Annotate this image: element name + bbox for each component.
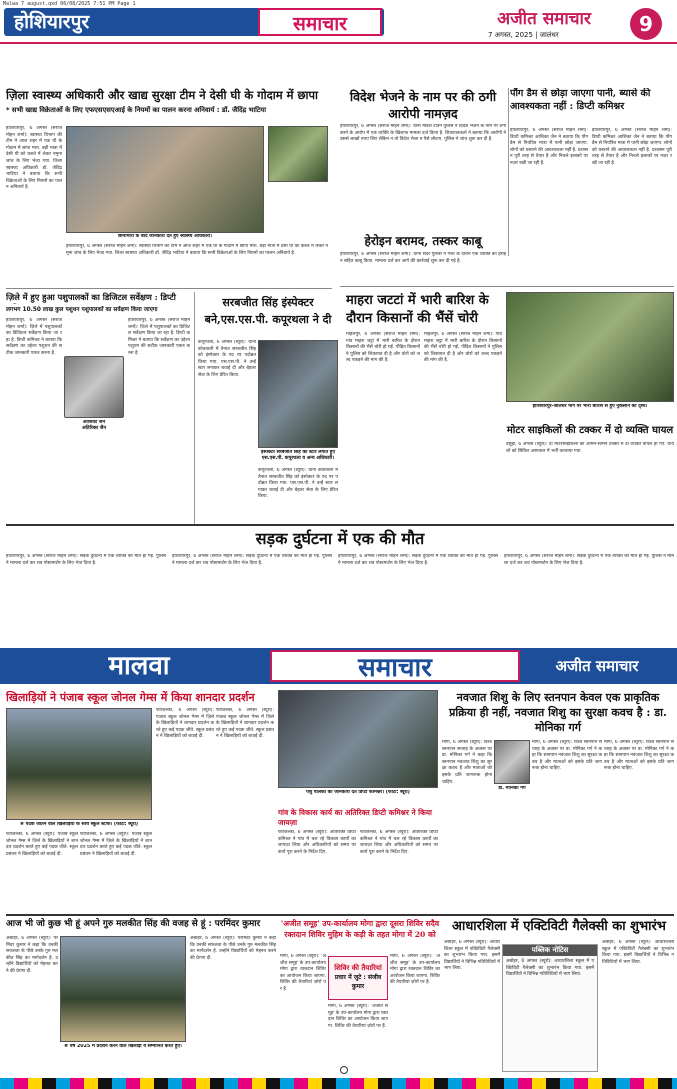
b5-body-col2: मोगा, 6 अगस्त (ब्यूरो): 'अजीत समूह' के उप-कार्यालय मोगा द्वारा रक्तदान शिविर का आयोजन किया जाएगा. शिविर की तैयारियां ज़ोरों पर हैं.: [390, 954, 440, 986]
page-number-badge: 9: [630, 8, 662, 40]
b4-body-col1: अबोहर, 6 अगस्त (ब्यूरो): परमिंदर कुमार ने कहा कि उनकी सफलता के पीछे उनके गुरु मलकीत सिंह का मार्गदर्शन है. उन्होंने विद्यार्थियों को मेहनत करने की प्रेरणा दी.: [6, 936, 58, 974]
a1-body: होशियारपुर, 6 अगस्त (सरोज मोहन शर्मा): स्वास्थ्य विभाग की टीम ने आज शहर में एक घी के गोदाम में छापा मारा. बड़ी मात्रा में देसी घी को कब्जे में लेकर नमूना जांच के लिए भेजा गया. जिला स्वास्थ्य अधिकारी डॉ. जैदिंद्र भाटिया ने बताया कि सभी विक्रेताओं के लिए नियमों का पालन अनिवार्य है.: [6, 126, 62, 191]
malwa-banner: [0, 648, 677, 684]
b1-headline: खिलाड़ियों ने पंजाब स्कूल जोनल गेम्स में किया शानदार प्रदर्शन: [6, 691, 255, 704]
b6-headline: आधारशिला में एक्टिविटी गैलेक्सी का शुभारंभ: [452, 919, 666, 934]
b1-photo: [6, 708, 152, 820]
a5-subhead: लगभग 10.50 लाख कुल पशुधन पशुपालकों का सर्वेक्षण किया जाएगा: [6, 307, 158, 313]
malwa-paper: अजीत समाचार: [555, 657, 639, 675]
a9-headline: सड़क दुर्घटना में एक की मौत: [255, 529, 425, 548]
a4-headline-block: [340, 234, 506, 250]
a6-caption: इंस्पेक्टर सरबजीत सिंह को स्टार लगाते हुए एस.एस.पी. कपूरथला व अन्य अधिकारी।: [260, 450, 336, 461]
b3-headline: नवजात शिशु के लिए स्तनपान केवल एक प्राकृतिक प्रक्रिया ही नहीं, नवजात शिशु का सुरक्षा कवच है : डा. मोनिका गर्ग: [449, 691, 667, 734]
b1-body-col3: फाजिल्का, 6 अगस्त (ब्यूरो): पंजाब स्कूल जोनल गेम्स में ज़िले के खिलाड़ियों ने शानदार प्रदर्शन करते हुए कई पदक जीते. स्कूल प्रबंधन ने खिलाड़ियों को बधाई दी.: [156, 708, 214, 740]
a3-headline-block: [510, 88, 672, 126]
b2-photo: [278, 690, 438, 788]
b3-body-col3: मोगा, 6 अगस्त (ब्यूरो): विश्व स्तनपान सप्ताह के अवसर पर डा. मोनिका गर्ग ने कहा कि स्तनपान नवजात शिशु का सुरक्षा कवच है और माताओं को इसके प्रति जागरूक होना चाहिए.: [604, 740, 674, 772]
b1-body-col4: फाजिल्का, 6 अगस्त (ब्यूरो): पंजाब स्कूल जोनल गेम्स में ज़िले के खिलाड़ियों ने शानदार प्रदर्शन करते हुए कई पदक जीते. स्कूल प्रबंधन ने खिलाड़ियों को बधाई दी.: [216, 708, 274, 740]
a7-body-col1: माहलपुर, 6 अगस्त (सरोज मोहन शर्मा): गांव माहरा जट्टां में भारी बारिश के दौरान किसानों की भैंसें चोरी हो गईं. पीड़ित किसानों ने पुलिस को शिकायत दी है और चोरों को जल्द पकड़ने की मांग की है.: [346, 332, 420, 364]
malwa-section: समाचार: [270, 650, 520, 682]
a8-headline-block: [506, 424, 674, 440]
b4-body-col2: अबोहर, 6 अगस्त (ब्यूरो): परमिंदर कुमार ने कहा कि उनकी सफलता के पीछे उनके गुरु मलकीत सिंह का मार्गदर्शन है. उन्होंने विद्यार्थियों को मेहनत करने की प्रेरणा दी.: [190, 936, 276, 961]
b5-box: [328, 956, 388, 1000]
masthead-place: जालंधर: [539, 31, 559, 39]
registration-mark-icon: [340, 1066, 348, 1074]
a5-headline: ज़िले में हुए हुआ पशुपालकों का डिजिटल सर्वेक्षण : डिप्टी: [6, 292, 176, 302]
masthead-rule: [0, 42, 677, 44]
b4-headline-block: [6, 918, 276, 934]
a1-subhead-block: [6, 106, 332, 124]
b6-public-notice-ad: [502, 944, 598, 1072]
b5-box-title: शिविर की तैयारियां: [334, 964, 382, 972]
a5-body-col1: होशियारपुर, 6 अगस्त (सरोज मोहन शर्मा): ज़िले में पशुपालकों का डिजिटल सर्वेक्षण किया जा रहा है. डिप्टी कमिश्नर ने बताया कि सर्वेक्षण का उद्देश्य पशुधन की सटीक जानकारी एकत्र करना है.: [6, 318, 62, 356]
a1-rule: [6, 288, 332, 289]
b5-body-col3: मोगा, 6 अगस्त (ब्यूरो): 'अजीत समूह' के उप-कार्यालय मोगा द्वारा रक्तदान शिविर का आयोजन किया जाएगा. शिविर की तैयारियां ज़ोरों पर हैं.: [328, 1004, 388, 1029]
print-color-strip: [0, 1078, 677, 1089]
a9-top-rule: [6, 524, 674, 526]
b6-ad-body: अबोहर, 6 अगस्त (ब्यूरो): आधारशिला स्कूल में एक्टिविटी गैलेक्सी का शुभारंभ किया गया. इसमें विद्यार्थियों ने विभिन्न गतिविधियों में भाग लिया.: [506, 959, 594, 978]
a7-body-col2: माहलपुर, 6 अगस्त (सरोज मोहन शर्मा): गांव माहरा जट्टां में भारी बारिश के दौरान किसानों की भैंसें चोरी हो गईं. पीड़ित किसानों ने पुलिस को शिकायत दी है और चोरों को जल्द पकड़ने की मांग की है.: [424, 332, 502, 364]
a9-body-col4: होशियारपुर, 6 अगस्त (सरोज मोहन शर्मा): सड़क दुर्घटना में एक व्यक्ति की मौत हो गई. पुलिस ने मामला दर्ज कर शव पोस्टमार्टम के लिए भेज दिया है.: [504, 554, 674, 566]
a8-headline: मोटर साइकिलों की टक्कर में दो व्यक्ति घायल: [506, 425, 674, 436]
a9-body-col1: होशियारपुर, 6 अगस्त (सरोज मोहन शर्मा): सड़क दुर्घटना में एक व्यक्ति की मौत हो गई. पुलिस ने मामला दर्ज कर शव पोस्टमार्टम के लिए भेज दिया है.: [6, 554, 166, 566]
b4-caption: # वर्ष 2025 में प्रदर्शन करने वाले खिलाड़ी व सम्मानित करते हुए।: [64, 1044, 182, 1049]
b3-body-col2: मोगा, 6 अगस्त (ब्यूरो): विश्व स्तनपान सप्ताह के अवसर पर डा. मोनिका गर्ग ने कहा कि स्तनपान नवजात शिशु का सुरक्षा कवच है और माताओं को इसके प्रति जागरूक होना चाहिए.: [532, 740, 602, 772]
a5-subhead-block: [6, 306, 192, 316]
b2-headline: गांव के विकास कार्य का अतिरिक्त डिप्टी कमिश्नर ने किया जायज़ा: [278, 808, 432, 827]
file-info-bar: Malwa 7 august.qxd 06/08/2025 7:51 PM Page 1: [0, 0, 677, 8]
a6-headline: सरबजीत सिंह इंस्पेक्टर बने,एस.एस.पी. कपूरथला ने दी: [204, 296, 332, 326]
b3-portrait: [494, 740, 530, 784]
b5-box-sub: प्रचार में जुटे : संजीव कुमार: [334, 974, 382, 990]
a6-headline-block: [198, 294, 338, 336]
a6-body-col1: कपूरथला, 6 अगस्त (ब्यूरो): थाना कोतवाली में तैनात सरबजीत सिंह को इंस्पेक्टर के पद पर पदोन्नत किया गया. एस.एस.पी. ने उन्हें स्टार लगाकर बधाई दी और बेहतर सेवा के लिए प्रेरित किया.: [198, 340, 256, 378]
a2-headline-block: [340, 88, 506, 122]
a5-portrait-caption: [62, 420, 126, 436]
b6-body-col2: अबोहर, 6 अगस्त (ब्यूरो): आधारशिला स्कूल में एक्टिविटी गैलेक्सी का शुभारंभ किया गया. इसमें विद्यार्थियों ने विभिन्न गतिविधियों में भाग लिया.: [602, 940, 674, 965]
a5-portrait: [64, 356, 124, 418]
a4-body: होशियारपुर, 6 अगस्त (सरोज मोहन शर्मा): थाना सदर पुलिस ने गश्त के दौरान एक व्यक्ति को हेरोइन सहित काबू किया. मामला दर्ज कर आगे की कार्रवाई शुरू कर दी गई है.: [340, 252, 506, 264]
b6-headline-block: [444, 918, 674, 938]
b2-body-col2: फाजिल्का, 6 अगस्त (ब्यूरो): अतिरिक्त डिप्टी कमिश्नर ने गांव में चल रहे विकास कार्यों का जायज़ा लिया और अधिकारियों को समय पर कार्य पूरा करने के निर्देश दिए.: [360, 830, 438, 855]
a1-headline: ज़िला स्वास्थ्य अधिकारी और खाद्य सुरक्षा टीम ने देसी घी के गोदाम में छापा: [6, 88, 319, 102]
col-rule-right: [508, 88, 509, 256]
b3-body-col1: मोगा, 6 अगस्त (ब्यूरो): विश्व स्तनपान सप्ताह के अवसर पर डा. मोनिका गर्ग ने कहा कि स्तनपान नवजात शिशु का सुरक्षा कवच है और माताओं को इसके प्रति जागरूक होना चाहिए.: [442, 740, 492, 785]
b6-body-col1: अबोहर, 6 अगस्त (ब्यूरो): आधारशिला स्कूल में एक्टिविटी गैलेक्सी का शुभारंभ किया गया. इसमें विद्यार्थियों ने विभिन्न गतिविधियों में भाग लिया.: [444, 940, 500, 972]
a4-rule: [340, 286, 674, 287]
masthead-city: होशियारपुर: [14, 11, 90, 33]
a5-portrait-title: अतिरिक्त जैन: [81, 426, 107, 431]
b2-body-col1: फाजिल्का, 6 अगस्त (ब्यूरो): अतिरिक्त डिप्टी कमिश्नर ने गांव में चल रहे विकास कार्यों का जायज़ा लिया और अधिकारियों को समय पर कार्य पूरा करने के निर्देश दिए.: [278, 830, 356, 855]
masthead-date: 7 अगस्त, 2025: [488, 31, 533, 39]
b5-headline: 'अजीत समूह' उप-कार्यालय मोगा द्वारा दूसरा शिविर सदैव रक्तदान शिविर मुहिम के कड़ी के तहत मोगा में 20 को: [280, 919, 440, 939]
a1-photo-small: [268, 126, 328, 182]
b3-portrait-caption: डा. मोनिका गर्ग: [498, 786, 526, 791]
a2-headline: विदेश भेजने के नाम पर की ठगी आरोपी नामज़द: [349, 89, 497, 121]
b2-headline-block: [278, 808, 438, 828]
b5-body-col1: मोगा, 6 अगस्त (ब्यूरो): 'अजीत समूह' के उप-कार्यालय मोगा द्वारा रक्तदान शिविर का आयोजन किया जाएगा. शिविर की तैयारियां ज़ोरों पर हैं.: [280, 954, 326, 992]
a9-body-col2: होशियारपुर, 6 अगस्त (सरोज मोहन शर्मा): सड़क दुर्घटना में एक व्यक्ति की मौत हो गई. पुलिस ने मामला दर्ज कर शव पोस्टमार्टम के लिए भेज दिया है.: [172, 554, 332, 566]
a6-body-col2: कपूरथला, 6 अगस्त (ब्यूरो): थाना कोतवाली में तैनात सरबजीत सिंह को इंस्पेक्टर के पद पर पदोन्नत किया गया. एस.एस.पी. ने उन्हें स्टार लगाकर बधाई दी और बेहतर सेवा के लिए प्रेरित किया.: [258, 468, 338, 500]
masthead-section: समाचार: [258, 8, 382, 36]
b2-photo-caption: पशु पालकों को जानकारी देते डिप्टी कमिश्नर। (फोटो: ब्यूरो): [306, 790, 410, 795]
a4-headline: हेरोइन बरामद, तस्कर काबू: [364, 234, 482, 248]
a7-caption: होशियारपुर-जालंधर मार्ग पर भारी बारिश से हुए नुकसान का दृश्य।: [532, 404, 648, 409]
a1-caption: छापामारी के बाद जानकारी देते हुए स्वास्थ्य अधिकारी।: [118, 234, 212, 239]
a1-photo: [66, 126, 264, 233]
b3-headline-block: [442, 690, 674, 736]
malwa-title: मालवा: [14, 650, 264, 682]
a8-body: दसूहा, 6 अगस्त (ब्यूरो): दो मोटरसाइकिलों की आमने-सामने टक्कर में दो व्यक्ति घायल हो गए. घायलों को सिविल अस्पताल में भर्ती करवाया गया.: [506, 442, 674, 454]
b4-photo: [60, 936, 186, 1042]
a9-body-col3: होशियारपुर, 6 अगस्त (सरोज मोहन शर्मा): सड़क दुर्घटना में एक व्यक्ति की मौत हो गई. पुलिस ने मामला दर्ज कर शव पोस्टमार्टम के लिए भेज दिया है.: [338, 554, 498, 566]
a5-portrait-name: आशिका जैन: [82, 420, 106, 425]
a3-body-col1: होशियारपुर, 6 अगस्त (सरोज मोहन शर्मा): डिप्टी कमिश्नर आशिका जैन ने बताया कि पौंग डैम से नियंत्रित मात्रा में पानी छोड़ा जाएगा. लोगों को घबराने की आवश्यकता नहीं है. प्रशासन पूरी तरह से तैयार है और निचले इलाकों पर नज़र रखी जा रही है.: [510, 128, 588, 166]
a9-headline-block: [150, 528, 530, 550]
date-separator: |: [535, 31, 538, 39]
a7-headline: माहरा जटटां में भारी बारिश के दौरान किसानों की भैंसें चोरी: [346, 293, 489, 326]
a1-body-continued: होशियारपुर, 6 अगस्त (सरोज मोहन शर्मा): स्वास्थ्य विभाग की टीम ने आज शहर में एक घी के गोदाम में छापा मारा. बड़ी मात्रा में देसी घी को कब्जे में लेकर नमूना जांच के लिए भेजा गया. जिला स्वास्थ्य अधिकारी डॉ. जैदिंद्र भाटिया ने बताया कि सभी विक्रेताओं के लिए नियमों का पालन अनिवार्य है.: [66, 244, 328, 256]
a2-body: होशियारपुर, 6 अगस्त (सरोज मोहन शर्मा): थाना मॉडल टाउन पुलिस ने विदेश भेजने के नाम पर ठगी करने के आरोप में एक व्यक्ति के खिलाफ मामला दर्ज किया है. शिकायतकर्ता ने बताया कि आरोपी ने उससे लाखों रुपए लिए लेकिन न तो विदेश भेजा न पैसे लौटाए. पुलिस ने जांच शुरू कर दी है.: [340, 124, 506, 143]
b5-headline-block: [280, 918, 440, 952]
lower-mid-rule: [6, 914, 674, 916]
b1-body-col1: फाजिल्का, 6 अगस्त (ब्यूरो): पंजाब स्कूल जोनल गेम्स में ज़िले के खिलाड़ियों ने शानदार प्रदर्शन करते हुए कई पदक जीते. स्कूल प्रबंधन ने खिलाड़ियों को बधाई दी.: [6, 832, 78, 857]
a6-photo: [258, 340, 338, 448]
a3-headline: पौंग डैम से छोड़ा जाएगा पानी, ब्यासे की आवश्यकता नहीं : डिप्टी कमिश्नर: [510, 88, 651, 112]
a7-photo: [506, 292, 674, 402]
a3-body-col2: होशियारपुर, 6 अगस्त (सरोज मोहन शर्मा): डिप्टी कमिश्नर आशिका जैन ने बताया कि पौंग डैम से नियंत्रित मात्रा में पानी छोड़ा जाएगा. लोगों को घबराने की आवश्यकता नहीं है. प्रशासन पूरी तरह से तैयार है और निचले इलाकों पर नज़र रखी जा रही है.: [592, 128, 672, 166]
a5-headline-block: [6, 292, 192, 304]
col-rule-a5: [194, 292, 195, 524]
masthead-date-line: [488, 30, 626, 40]
a7-headline-block: [346, 292, 502, 328]
a5-body-col2: होशियारपुर, 6 अगस्त (सरोज मोहन शर्मा): ज़िले में पशुपालकों का डिजिटल सर्वेक्षण किया जा रहा है. डिप्टी कमिश्नर ने बताया कि सर्वेक्षण का उद्देश्य पशुधन की सटीक जानकारी एकत्र करना है.: [128, 318, 190, 356]
masthead-paper-name: अजीत समाचार: [497, 9, 591, 29]
b6-ad-title: पब्लिक नोटिस: [503, 945, 597, 956]
b1-caption: # पदक जीतने वाले खिलाड़ियों के साथ स्कूल स्टाफ। (फोटो: ब्यूरो): [19, 822, 139, 827]
b1-body-col2: फाजिल्का, 6 अगस्त (ब्यूरो): पंजाब स्कूल जोनल गेम्स में ज़िले के खिलाड़ियों ने शानदार प्रदर्शन करते हुए कई पदक जीते. स्कूल प्रबंधन ने खिलाड़ियों को बधाई दी.: [80, 832, 152, 857]
a1-headline-block: [6, 88, 332, 104]
a1-subhead: * सभी खाद्य विक्रेताओं के लिए एफएसएसएआई के नियमों का पालन करना अनिवार्य : डॉ. जैदिंद्र भाटिया: [6, 106, 266, 114]
b4-headline: आज भी जो कुछ भी हूं अपने गुरु मलकीत सिंह की वजह से हूं : परमिंदर कुमार: [6, 919, 261, 929]
